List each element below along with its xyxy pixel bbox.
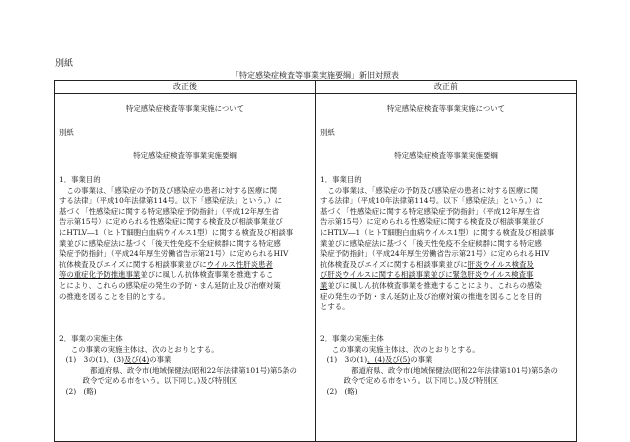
- section1-title: 1．事業目的: [320, 175, 362, 184]
- document-title: 「特定感染症検査等事業実施要綱」新旧対照表: [231, 71, 399, 80]
- amended-text: 、(4)及び(5): [367, 355, 411, 365]
- item-1-body: 政令で定める市をいう。以下同じ。)及び特別区: [343, 376, 499, 386]
- item-1: (1) 3の(1)、(3)及び(4)の事業: [65, 355, 172, 365]
- paragraph-line: とする。: [320, 302, 350, 312]
- amended-text: 及び(4): [123, 355, 150, 365]
- section2-title: 2．事業の実施主体: [320, 334, 384, 343]
- section1-title: 1．事業目的: [59, 175, 101, 184]
- item-1-body: 政令で定める市をいう。以下同じ。)及び特別区: [82, 376, 238, 386]
- paragraph-line: 業並びに感染症法に基づく「後天性免疫不全症候群に関する特定感: [59, 238, 281, 248]
- paragraph-line: の推進を図ることを目的とする。: [59, 291, 170, 301]
- item-1-body: 都道府県、政令市(地域保健法(昭和22年法律第101号)第5条の: [90, 365, 297, 375]
- paragraph-line: 等の重症化予防推進事業並びに風しん抗体検査事業を推進するこ: [59, 270, 274, 280]
- amended-text: び肝炎ウイルスに関する相談事業並びに緊急肝炎ウイルス検査事: [320, 270, 534, 280]
- revised-column: [55, 94, 316, 442]
- revised-section1: [59, 175, 311, 302]
- item-1-body: 都道府県、政令市(地域保健法(昭和22年法律第101号)第5条の: [351, 365, 558, 375]
- column-header-current: 改正前: [316, 81, 577, 94]
- current-subheading: 特定感染症検査等事業実施要綱: [394, 151, 498, 160]
- item-1: (1) 3の(1)、(4)及び(5)の事業: [326, 355, 433, 365]
- section2-intro: この事業の実施主体は、次のとおりとする。: [331, 344, 480, 354]
- amended-text: ウイルス性肝炎患者: [206, 259, 273, 269]
- paragraph-line: 染症予防指針」（平成24年厚生労働省告示第21号）に定められるHIV: [59, 249, 289, 259]
- amended-text: 等の重症化予防推進事業: [59, 270, 141, 280]
- item-2: (2) (略): [65, 386, 97, 396]
- paragraph-line: とにより、これらの感染症の発生の予防・まん延防止及び治療対策: [59, 280, 281, 290]
- amended-text: 業: [320, 280, 328, 290]
- paragraph-line: 告示第15号）に定められる性感染症に関する検査及び相談事業並び: [320, 217, 544, 227]
- paragraph-line: 抗体検査及びエイズに関する相談事業並びにウイルス性肝炎患者: [59, 259, 273, 269]
- section2-intro: この事業の実施主体は、次のとおりとする。: [70, 344, 219, 354]
- paragraph-line: 告示第15号）に定められる性感染症に関する検査及び相談事業並び: [59, 217, 283, 227]
- paragraph-line: にHTLV―1（ヒトT細胞白血病ウイルス1型）に関する検査及び相談事: [59, 227, 294, 237]
- revised-subheading: 特定感染症検査等事業実施要綱: [133, 151, 237, 160]
- revised-heading: 特定感染症検査等事業実施について: [125, 104, 245, 113]
- current-section1: [320, 175, 572, 313]
- paragraph-line: 業並びに感染症法に基づく「後天性免疫不全症候群に関する特定感: [320, 238, 542, 248]
- paragraph-line: 基づく「性感染症に関する特定感染症予防指針」（平成12年厚生省: [320, 206, 541, 216]
- paragraph-line: する法律」（平成10年法律第114号。以下「感染症法」という。）に: [59, 196, 283, 206]
- paragraph-line: 染症予防指針」（平成24年厚生労働省告示第21号）に定められるHIV: [320, 249, 550, 259]
- paragraph-line: 業並びに風しん抗体検査事業を推進することにより、これらの感染: [320, 280, 542, 290]
- current-heading: 特定感染症検査等事業実施について: [386, 104, 506, 113]
- item-2: (2) (略): [326, 386, 358, 396]
- current-section2: [320, 334, 572, 398]
- current-annex: 別紙: [320, 128, 335, 137]
- column-header-revised: 改正後: [55, 81, 316, 94]
- revised-section2: [59, 334, 311, 398]
- paragraph-line: 抗体検査及びエイズに関する相談事業並びに肝炎ウイルス検査及: [320, 259, 534, 269]
- section2-title: 2．事業の実施主体: [59, 334, 123, 343]
- paragraph-line: この事業は、「感染症の予防及び感染症の患者に対する医療に関: [327, 185, 539, 195]
- revised-annex: 別紙: [59, 128, 74, 137]
- paragraph-line: 症の発生の予防・まん延防止及び治療対策の推進を図ることを目的: [320, 291, 542, 301]
- annex-label: 別紙: [55, 59, 74, 69]
- paragraph-line: この事業は、「感染症の予防及び感染症の患者に対する医療に関: [66, 185, 278, 195]
- current-column: [316, 94, 577, 442]
- amended-text: 肝炎ウイルス検査及: [467, 259, 534, 269]
- paragraph-line: する法律」（平成10年法律第114号。以下「感染症法」という。）に: [320, 196, 544, 206]
- paragraph-line: 基づく「性感染症に関する特定感染症予防指針」（平成12年厚生省: [59, 206, 280, 216]
- paragraph-line: にHTLV―1（ヒトT細胞白血病ウイルス1型）に関する検査及び相談事: [320, 227, 555, 237]
- comparison-table: [54, 80, 577, 442]
